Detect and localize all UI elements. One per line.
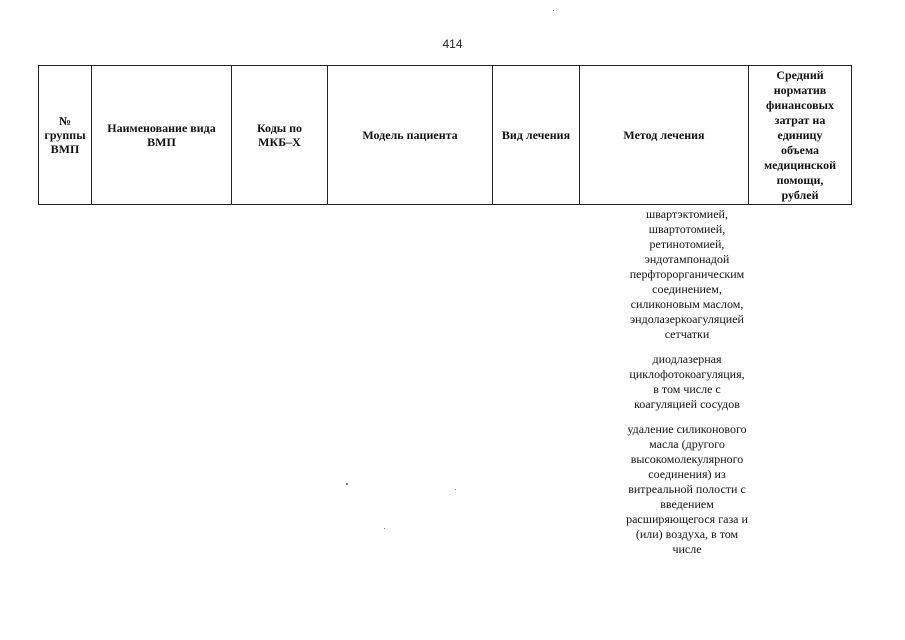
method-line: соединением, <box>652 282 722 296</box>
method-entry <box>612 207 762 342</box>
page-number: 414 <box>442 37 463 51</box>
treatment-method-column <box>612 207 762 567</box>
method-line: высокомолекулярного <box>630 452 744 466</box>
method-line: масла (другого <box>649 437 725 451</box>
method-line: перфторорганическим <box>629 267 745 281</box>
method-line: швартотомией, <box>648 222 726 236</box>
scan-speck <box>346 483 348 485</box>
header-treatment-method: Метод лечения <box>580 66 749 205</box>
method-line: эндотампонадой <box>644 252 730 266</box>
header-name: Наименование вида ВМП <box>92 66 232 205</box>
method-line: швартэктомией, <box>646 207 728 221</box>
table-header <box>38 65 852 205</box>
method-line: эндолазеркоагуляцией <box>630 312 744 326</box>
method-line: (или) воздуха, в том <box>635 527 739 541</box>
scan-speck <box>384 528 385 529</box>
method-line: удаление силиконового <box>627 422 747 436</box>
method-line: коагуляцией сосудов <box>634 397 740 411</box>
method-line: введением <box>660 497 714 511</box>
method-line: сетчатки <box>664 327 710 341</box>
scan-speck <box>455 489 456 490</box>
method-entry <box>612 422 762 557</box>
method-line: ретинотомией, <box>649 237 725 251</box>
method-line: расширяющегося газа и <box>626 512 748 526</box>
method-line: соединения) из <box>648 467 726 481</box>
method-line: в том числе с <box>653 382 721 396</box>
method-entry <box>612 352 762 412</box>
method-line: силиконовым маслом, <box>630 297 744 311</box>
header-codes: Коды по МКБ–X <box>232 66 328 205</box>
method-line: диодлазерная <box>652 352 722 366</box>
scan-speck <box>553 10 554 11</box>
header-treatment-type: Вид лечения <box>493 66 580 205</box>
header-patient-model: Модель пациента <box>328 66 493 205</box>
method-line: циклофотокоагуляция, <box>629 367 745 381</box>
method-line: числе <box>672 542 702 556</box>
header-group-number: № группы ВМП <box>39 66 92 205</box>
header-average-cost: Средний норматив финансовых затрат на единицу объема медицинской помощи, рублей <box>749 66 852 205</box>
method-line: витреальной полости с <box>628 482 746 496</box>
